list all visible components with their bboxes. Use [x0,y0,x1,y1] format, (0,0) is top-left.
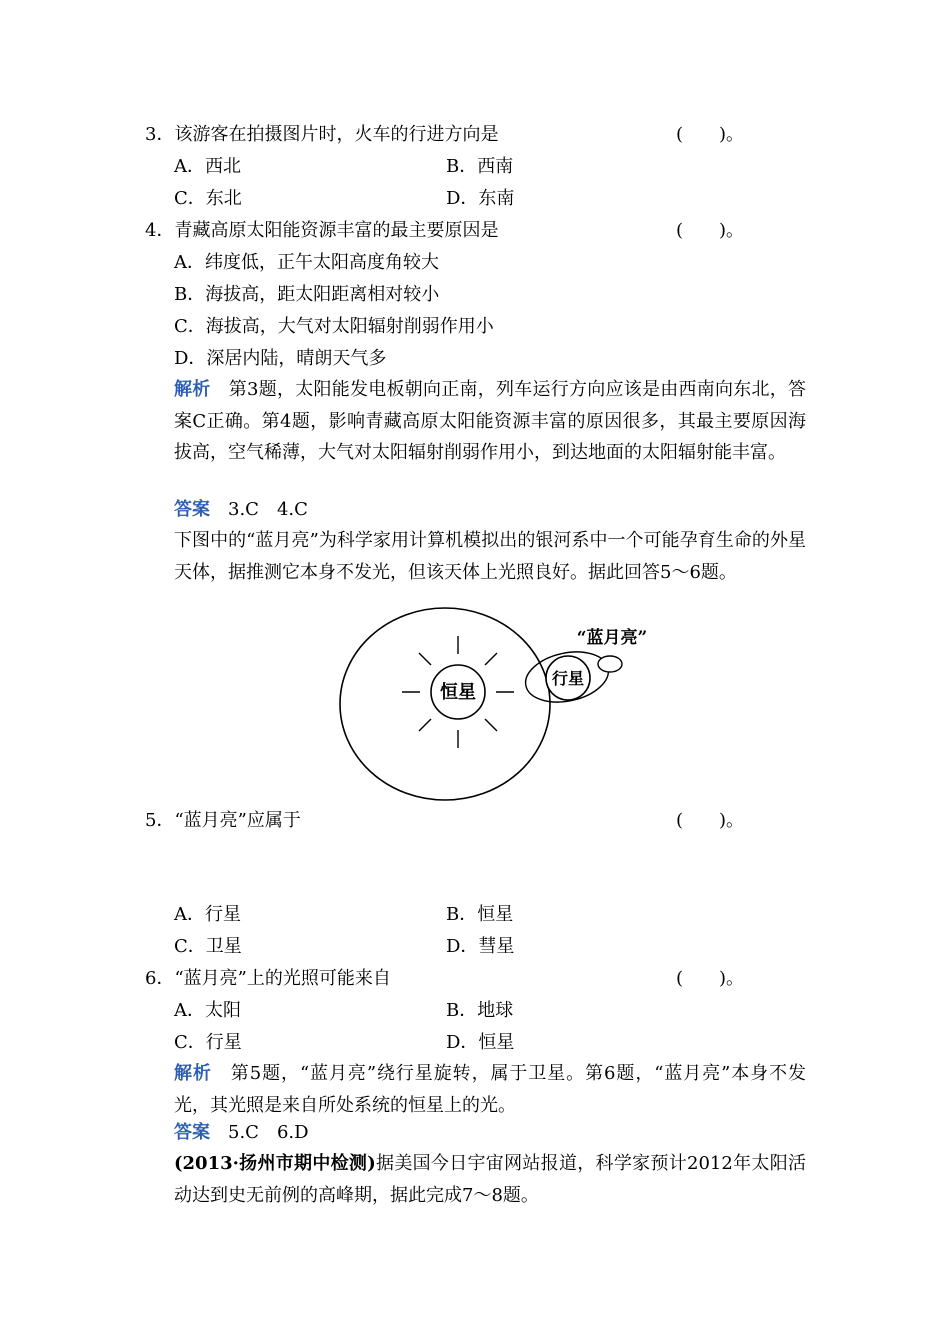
option-b: B．恒星 [446,904,514,925]
star-label: 恒星 [440,682,476,703]
option-a: A．太阳 [174,1000,241,1021]
option-b: B．地球 [446,1000,514,1021]
option-d: D．恒星 [446,1032,515,1053]
question-number: 4． [145,220,175,241]
option-a: A．西北 [174,156,241,177]
question-stem: “蓝月亮”上的光照可能来自 [174,968,391,989]
question-stem: 该游客在拍摄图片时，火车的行进方向是 [174,124,499,145]
source-note: (2013·扬州市期中检测) [174,1153,376,1174]
question-number: 5． [145,810,175,831]
answer-block [174,1121,309,1145]
question-number: 6． [145,968,175,989]
question-6 [145,967,391,991]
analysis-label: 解析 [174,1063,212,1084]
answer-label: 答案 [174,499,210,520]
analysis-block [174,1058,806,1121]
planet-label: 行星 [551,669,585,688]
question-3 [145,123,498,147]
option-c: C．行星 [174,1032,242,1053]
star-planet-moon-diagram [330,606,660,806]
option-d: D．深居内陆，晴朗天气多 [174,348,387,369]
answer-label: 答案 [174,1122,210,1143]
answer-blank: ( )。 [676,220,745,241]
analysis-text: 第5题，“蓝月亮”绕行星旋转，属于卫星。第6题，“蓝月亮”本身不发光，其光照是来自所处系统的恒星上的光。 [174,1063,807,1116]
answer-blank: ( )。 [676,968,745,989]
answer-block [174,498,308,522]
option-c: C．海拔高，大气对太阳辐射削弱作用小 [174,316,494,337]
intro-7-8 [174,1148,806,1211]
answer-blank: ( )。 [676,124,745,145]
option-c: C．卫星 [174,936,242,957]
blue-moon [598,656,622,672]
analysis-block [174,374,806,469]
option-d: D．彗星 [446,936,515,957]
option-c: C．东北 [174,188,242,209]
analysis-text: 第3题，太阳能发电板朝向正南，列车运行方向应该是由西南向东北，答案C正确。第4题，影响青藏高原太阳能资源丰富的原因很多，其最主要原因海拔高，空气稀薄，大气对太阳辐射削弱作用小，到达地面的太阳辐射能丰富。 [174,379,807,463]
option-b: B．西南 [446,156,514,177]
moon-label: “蓝月亮” [576,628,648,648]
option-a: A．行星 [174,904,241,925]
option-a: A．纬度低，正午太阳高度角较大 [174,252,439,273]
intro-5-6: 下图中的“蓝月亮”为科学家用计算机模拟出的银河系中一个可能孕育生命的外星天体，据推测它本身不发光，但该天体上光照良好。据此回答5～6题。 [174,530,806,583]
intro-text: 据美国今日宇宙网站报道，科学家预计2012年太阳活动达到史无前例的高峰期，据此完成7～8题。 [174,1153,806,1206]
analysis-label: 解析 [174,379,211,400]
option-d: D．东南 [446,188,515,209]
option-b: B．海拔高，距太阳距离相对较小 [174,284,440,305]
question-5 [145,809,301,833]
question-4 [145,219,498,243]
question-stem: 青藏高原太阳能资源丰富的最主要原因是 [174,220,499,241]
answer-text: 3.C 4.C [228,499,308,520]
answer-blank: ( )。 [676,810,745,831]
question-stem: “蓝月亮”应属于 [174,810,301,831]
answer-text: 5.C 6.D [228,1122,309,1143]
question-number: 3． [145,124,175,145]
